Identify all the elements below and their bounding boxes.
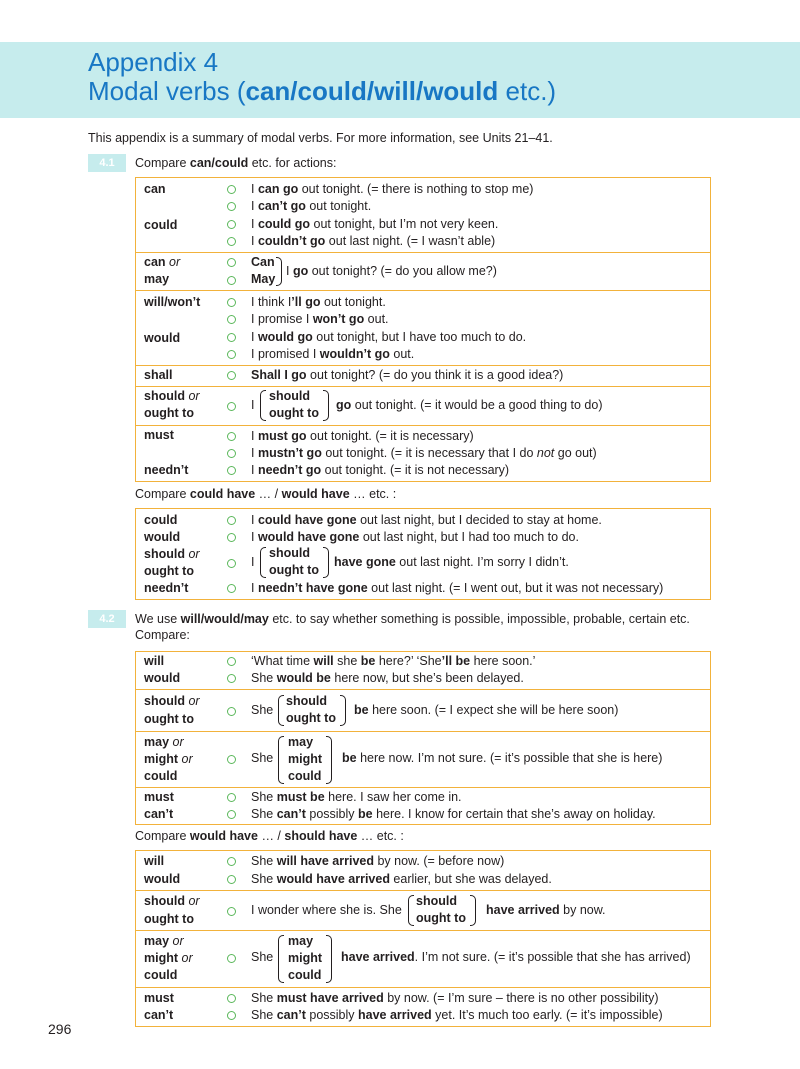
subject: She (251, 703, 274, 717)
label-neednt: needn’t (144, 463, 189, 477)
label-could: could (144, 968, 178, 982)
example-text: have arrived. I’m not sure. (= it’s possible that she has arrived) (341, 950, 691, 964)
table-possibility (135, 651, 711, 825)
bullet-icon (227, 994, 236, 1003)
example-text: ‘What time will she be here?’ ‘She’ll be here soon.’ (251, 654, 536, 668)
label-should-or: should or (144, 547, 200, 561)
page-number: 296 (48, 1021, 72, 1037)
bullet-icon (227, 276, 236, 285)
brace (470, 895, 476, 926)
example-text: I promised I wouldn’t go out. (251, 347, 415, 361)
brace (326, 935, 332, 983)
block-can-may (136, 253, 710, 291)
block-can-could (136, 178, 710, 253)
label-shall: shall (144, 368, 173, 382)
table-would-have (135, 850, 711, 1027)
bullet-icon (227, 793, 236, 802)
label-could: could (144, 513, 178, 527)
subject: She (251, 751, 274, 765)
example-text: I think I’ll go out tonight. (251, 295, 386, 309)
example-text: I can go out tonight. (= there is nothing to stop me) (251, 182, 534, 196)
example-text: She would have arrived earlier, but she was delayed. (251, 872, 552, 886)
bullet-icon (227, 402, 236, 411)
subject: She (251, 950, 274, 964)
brace (408, 895, 414, 926)
label-could: could (144, 769, 178, 783)
option-stack: should ought to (286, 694, 336, 725)
example-text: I would have gone out last night, but I had too much to do. (251, 530, 579, 544)
brace (260, 390, 266, 421)
label-ought-to: ought to (144, 406, 194, 420)
example-text: She must be here. I saw her come in. (251, 790, 462, 804)
label-cant: can’t (144, 1008, 174, 1022)
label-will: will (144, 654, 165, 668)
block-will-would-3 (136, 851, 710, 891)
label-ought-to: ought to (144, 564, 194, 578)
bullet-icon (227, 533, 236, 542)
brace (323, 390, 329, 421)
block-must (136, 426, 710, 482)
example-text: I must go out tonight. (= it is necessary) (251, 429, 474, 443)
brace (323, 547, 329, 578)
bullet-icon (227, 810, 236, 819)
section-number-4-2: 4.2 (88, 610, 126, 628)
bullet-icon (227, 237, 236, 246)
label-may: may (144, 272, 170, 286)
section-4-2-label: We use will/would/may etc. to say whether something is possible, impossible, probable, certain etc. Compare: (135, 612, 690, 642)
label-should-or: should or (144, 389, 200, 403)
example-text: She can’t possibly be here. I know for certain that she’s away on holiday. (251, 807, 656, 821)
label-will: will (144, 854, 165, 868)
compare-could-have: Compare could have … / would have … etc. : (135, 487, 397, 501)
label-must: must (144, 790, 174, 804)
bullet-icon (227, 954, 236, 963)
label-should-or: should or (144, 694, 200, 708)
example-text: have gone out last night. I’m sorry I didn’t. (334, 555, 569, 569)
label-may-or: may or (144, 934, 184, 948)
bullet-icon (227, 185, 236, 194)
brace (278, 695, 284, 726)
bullet-icon (227, 350, 236, 359)
block-may-might (136, 732, 710, 788)
option-stack: may might could (288, 735, 323, 783)
option-stack: should ought to (269, 389, 319, 420)
subject: I wonder where she is. She (251, 903, 402, 917)
page-title (88, 48, 556, 106)
label-would: would (144, 872, 181, 886)
option-stack: Can May (251, 255, 276, 286)
example-text: I would go out tonight, but I have too much to do. (251, 330, 527, 344)
bullet-icon (227, 584, 236, 593)
block-must-cant (136, 788, 710, 824)
bullet-icon (227, 907, 236, 916)
example-text: I can’t go out tonight. (251, 199, 372, 213)
block-will-would-2 (136, 652, 710, 690)
bullet-icon (227, 875, 236, 884)
bullet-icon (227, 466, 236, 475)
label-can-or: can or (144, 255, 181, 269)
label-would: would (144, 331, 181, 345)
example-text: have arrived by now. (486, 903, 606, 917)
block-should-3 (136, 891, 710, 931)
example-text: I needn’t go out tonight. (= it is not necessary) (251, 463, 510, 477)
block-may-might-2 (136, 931, 710, 988)
bullet-icon (227, 755, 236, 764)
bullet-icon (227, 202, 236, 211)
label-would: would (144, 530, 181, 544)
example-text: I mustn’t go out tonight. (= it is necessary that I do not go out) (251, 446, 597, 460)
brace (340, 695, 346, 726)
table-actions (135, 177, 711, 482)
label-should-or: should or (144, 894, 200, 908)
block-could-have (136, 509, 710, 599)
brace (278, 935, 284, 983)
example-text: She can’t possibly have arrived yet. It’s much too early. (= it’s impossible) (251, 1008, 663, 1022)
label-ought-to: ought to (144, 712, 194, 726)
table-could-have (135, 508, 711, 600)
bullet-icon (227, 220, 236, 229)
label-must: must (144, 428, 174, 442)
example-text: She will have arrived by now. (= before now) (251, 854, 505, 868)
label-will-wont: will/won’t (144, 295, 201, 309)
label-can: can (144, 182, 166, 196)
compare-would-have: Compare would have … / should have … etc. : (135, 829, 404, 843)
section-4-1-label: Compare can/could etc. for actions: (135, 156, 337, 170)
intro-text: This appendix is a summary of modal verbs. For more information, see Units 21–41. (88, 131, 553, 145)
bullet-icon (227, 657, 236, 666)
label-could: could (144, 218, 178, 232)
block-must-cant-2 (136, 988, 710, 1026)
example-text: I go out tonight? (= do you allow me?) (286, 264, 497, 278)
bullet-icon (227, 315, 236, 324)
bullet-icon (227, 559, 236, 568)
option-stack: should ought to (269, 546, 319, 577)
brace (260, 547, 266, 578)
label-might-or: might or (144, 951, 193, 965)
example-text: I could go out tonight, but I’m not very keen. (251, 217, 499, 231)
label-may-or: may or (144, 735, 184, 749)
bullet-icon (227, 707, 236, 716)
example-text: I promise I won’t go out. (251, 312, 389, 326)
option-stack: should ought to (416, 894, 466, 925)
label-might-or: might or (144, 752, 193, 766)
bullet-icon (227, 449, 236, 458)
example-text: She must have arrived by now. (= I’m sure – there is no other possibility) (251, 991, 659, 1005)
bullet-icon (227, 333, 236, 342)
label-must: must (144, 991, 174, 1005)
title-line-1: Appendix 4 (88, 47, 219, 77)
example-text: I could have gone out last night, but I decided to stay at home. (251, 513, 602, 527)
label-ought-to: ought to (144, 912, 194, 926)
bullet-icon (227, 674, 236, 683)
example-text: I couldn’t go out last night. (= I wasn’t able) (251, 234, 496, 248)
label-cant: can’t (144, 807, 174, 821)
bullet-icon (227, 371, 236, 380)
brace (326, 736, 332, 784)
example-text: be here soon. (= I expect she will be here soon) (354, 703, 619, 717)
block-shall (136, 366, 710, 387)
example-text: I needn’t have gone out last night. (= I went out, but it was not necessary) (251, 581, 664, 595)
block-will-would (136, 291, 710, 366)
example-text: She would be here now, but she’s been delayed. (251, 671, 524, 685)
example-text: go out tonight. (= it would be a good thing to do) (336, 398, 603, 412)
label-would: would (144, 671, 181, 685)
subject: I (251, 555, 255, 569)
bullet-icon (227, 258, 236, 267)
brace (278, 736, 284, 784)
section-number-4-1: 4.1 (88, 154, 126, 172)
brace (276, 257, 282, 286)
example-text: Shall I go out tonight? (= do you think it is a good idea?) (251, 368, 564, 382)
bullet-icon (227, 432, 236, 441)
option-stack: may might could (288, 934, 323, 982)
title-line-2: Modal verbs (can/could/will/would etc.) (88, 76, 557, 106)
example-text: be here now. I’m not sure. (= it’s possible that she is here) (342, 751, 663, 765)
block-should (136, 387, 710, 426)
bullet-icon (227, 516, 236, 525)
subject: I (251, 398, 255, 412)
block-should-2 (136, 690, 710, 732)
bullet-icon (227, 857, 236, 866)
bullet-icon (227, 1011, 236, 1020)
bullet-icon (227, 298, 236, 307)
label-neednt: needn’t (144, 581, 189, 595)
